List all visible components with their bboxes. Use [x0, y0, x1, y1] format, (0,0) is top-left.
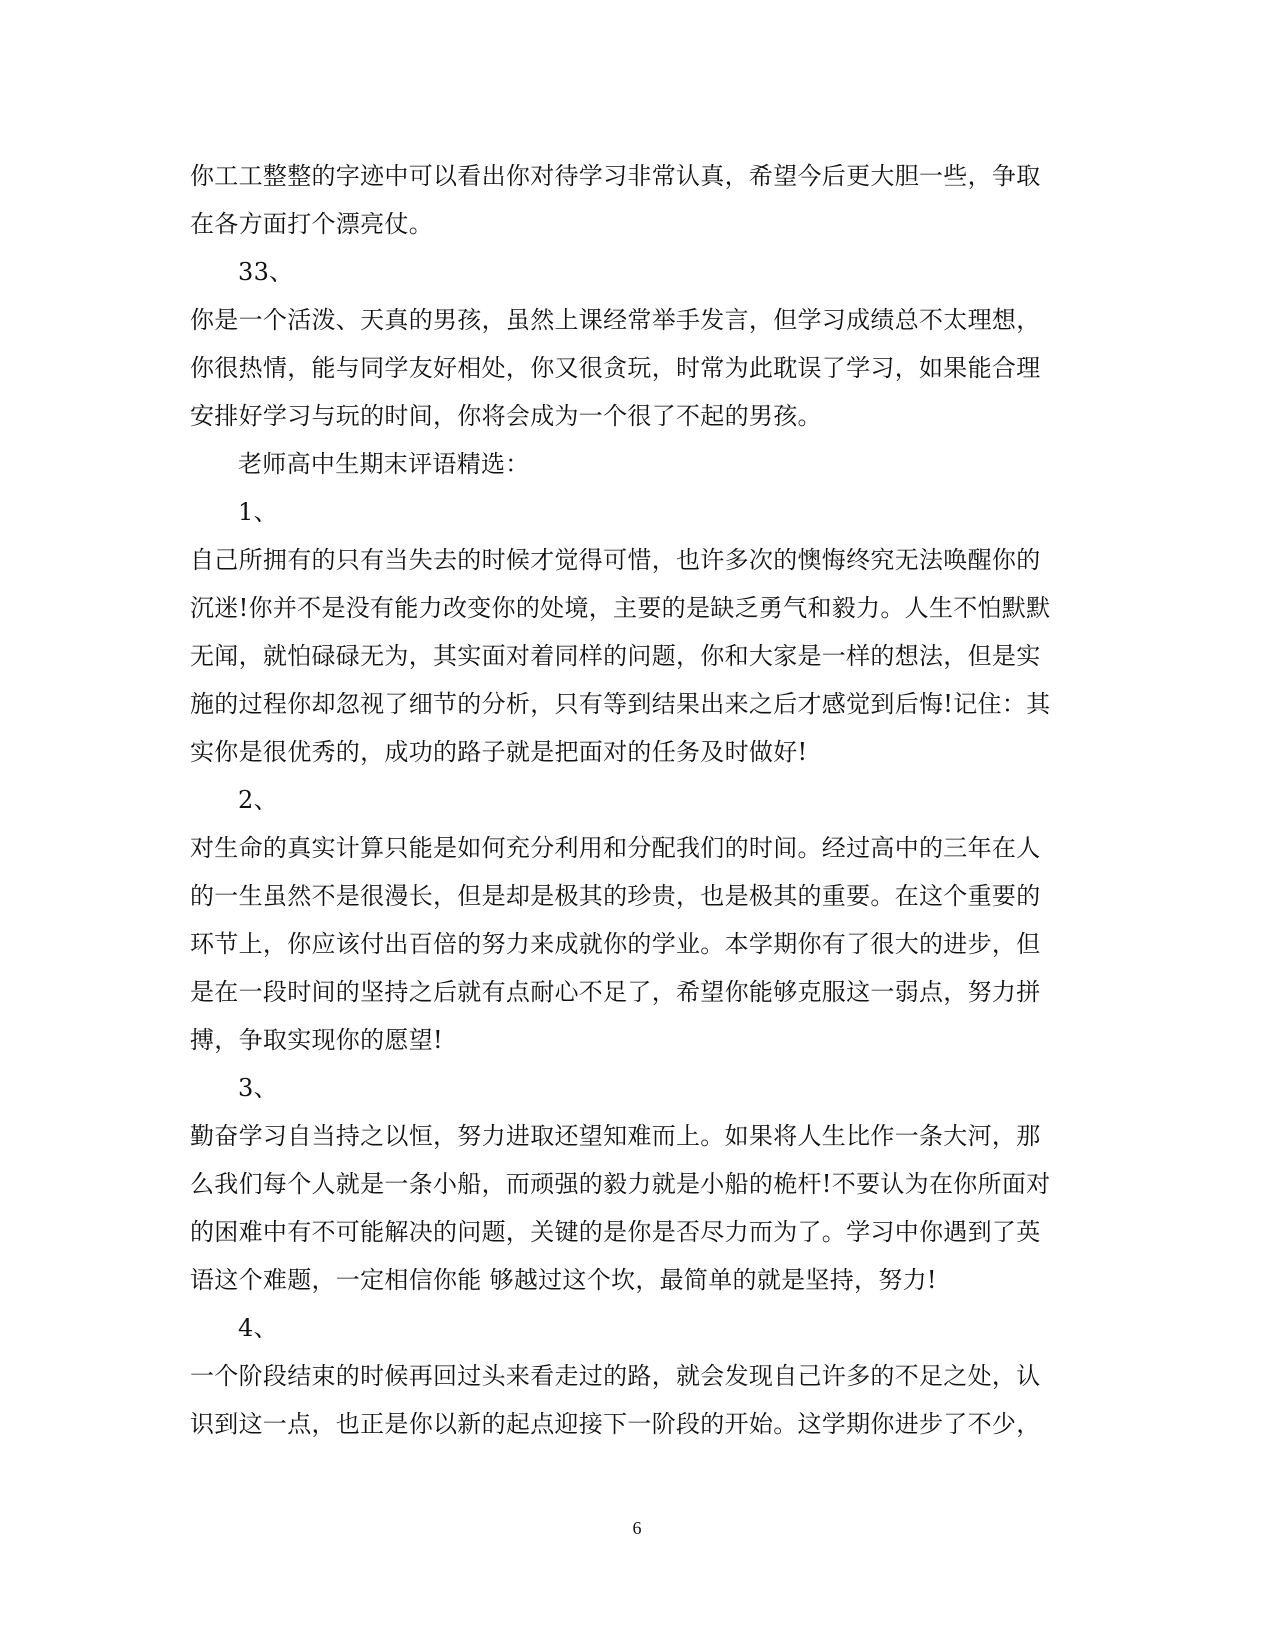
- text-line: 你是一个活泼、天真的男孩，虽然上课经常举手发言，但学习成绩总不太理想，: [190, 306, 1041, 334]
- paragraph-heading-line: 老师高中生期末评语精选：: [238, 450, 530, 478]
- text-line: 施的过程你却忽视了细节的分析，只有等到结果出来之后才感觉到后悔!记住：其: [190, 690, 1051, 718]
- text-line: 勤奋学习自当持之以恒，努力进取还望知难而上。如果将人生比作一条大河，那: [190, 1122, 1041, 1150]
- text-line: 的一生虽然不是很漫长，但是却是极其的珍贵，也是极其的重要。在这个重要的: [190, 882, 1041, 910]
- text-line: 搏，争取实现你的愿望!: [190, 1026, 443, 1054]
- paragraph-heading-line: 1、: [238, 498, 278, 526]
- text-line: 你工工整整的字迹中可以看出你对待学习非常认真，希望今后更大胆一些，争取: [190, 162, 1041, 190]
- text-line: 一个阶段结束的时候再回过头来看走过的路，就会发现自己许多的不足之处，认: [190, 1362, 1041, 1390]
- text-line: 对生命的真实计算只能是如何充分利用和分配我们的时间。经过高中的三年在人: [190, 834, 1041, 862]
- page-number: 6: [632, 1518, 642, 1538]
- paragraph-heading-line: 33、: [238, 258, 294, 286]
- text-line: 你很热情，能与同学友好相处，你又很贪玩，时常为此耽误了学习，如果能合理: [190, 354, 1041, 382]
- text-line: 是在一段时间的坚持之后就有点耐心不足了，希望你能够克服这一弱点，努力拼: [190, 978, 1041, 1006]
- document-body: [190, 152, 1090, 1448]
- paragraph-heading-line: 3、: [238, 1074, 278, 1102]
- text-line: 识到这一点，也正是你以新的起点迎接下一阶段的开始。这学期你进步了不少，: [190, 1410, 1041, 1438]
- paragraph-heading-line: 4、: [238, 1314, 278, 1342]
- text-line: 么我们每个人就是一条小船，而顽强的毅力就是小船的桅杆!不要认为在你所面对: [190, 1170, 1051, 1198]
- paragraph-heading-line: 2、: [238, 786, 278, 814]
- text-line: 语这个难题，一定相信你能 够越过这个坎，最简单的就是坚持，努力!: [190, 1266, 937, 1294]
- text-line: 的困难中有不可能解决的问题，关键的是你是否尽力而为了。学习中你遇到了英: [190, 1218, 1041, 1246]
- text-line: 实你是很优秀的，成功的路子就是把面对的任务及时做好!: [190, 738, 808, 766]
- text-line: 安排好学习与玩的时间，你将会成为一个很了不起的男孩。: [190, 402, 822, 430]
- text-line: 自己所拥有的只有当失去的时候才觉得可惜，也许多次的懊悔终究无法唤醒你的: [190, 546, 1041, 574]
- text-line: 在各方面打个漂亮仗。: [190, 210, 433, 238]
- text-line: 环节上，你应该付出百倍的努力来成就你的学业。本学期你有了很大的进步，但: [190, 930, 1041, 958]
- text-line: 沉迷!你并不是没有能力改变你的处境，主要的是缺乏勇气和毅力。人生不怕默默: [190, 594, 1051, 622]
- text-line: 无闻，就怕碌碌无为，其实面对着同样的问题，你和大家是一样的想法，但是实: [190, 642, 1041, 670]
